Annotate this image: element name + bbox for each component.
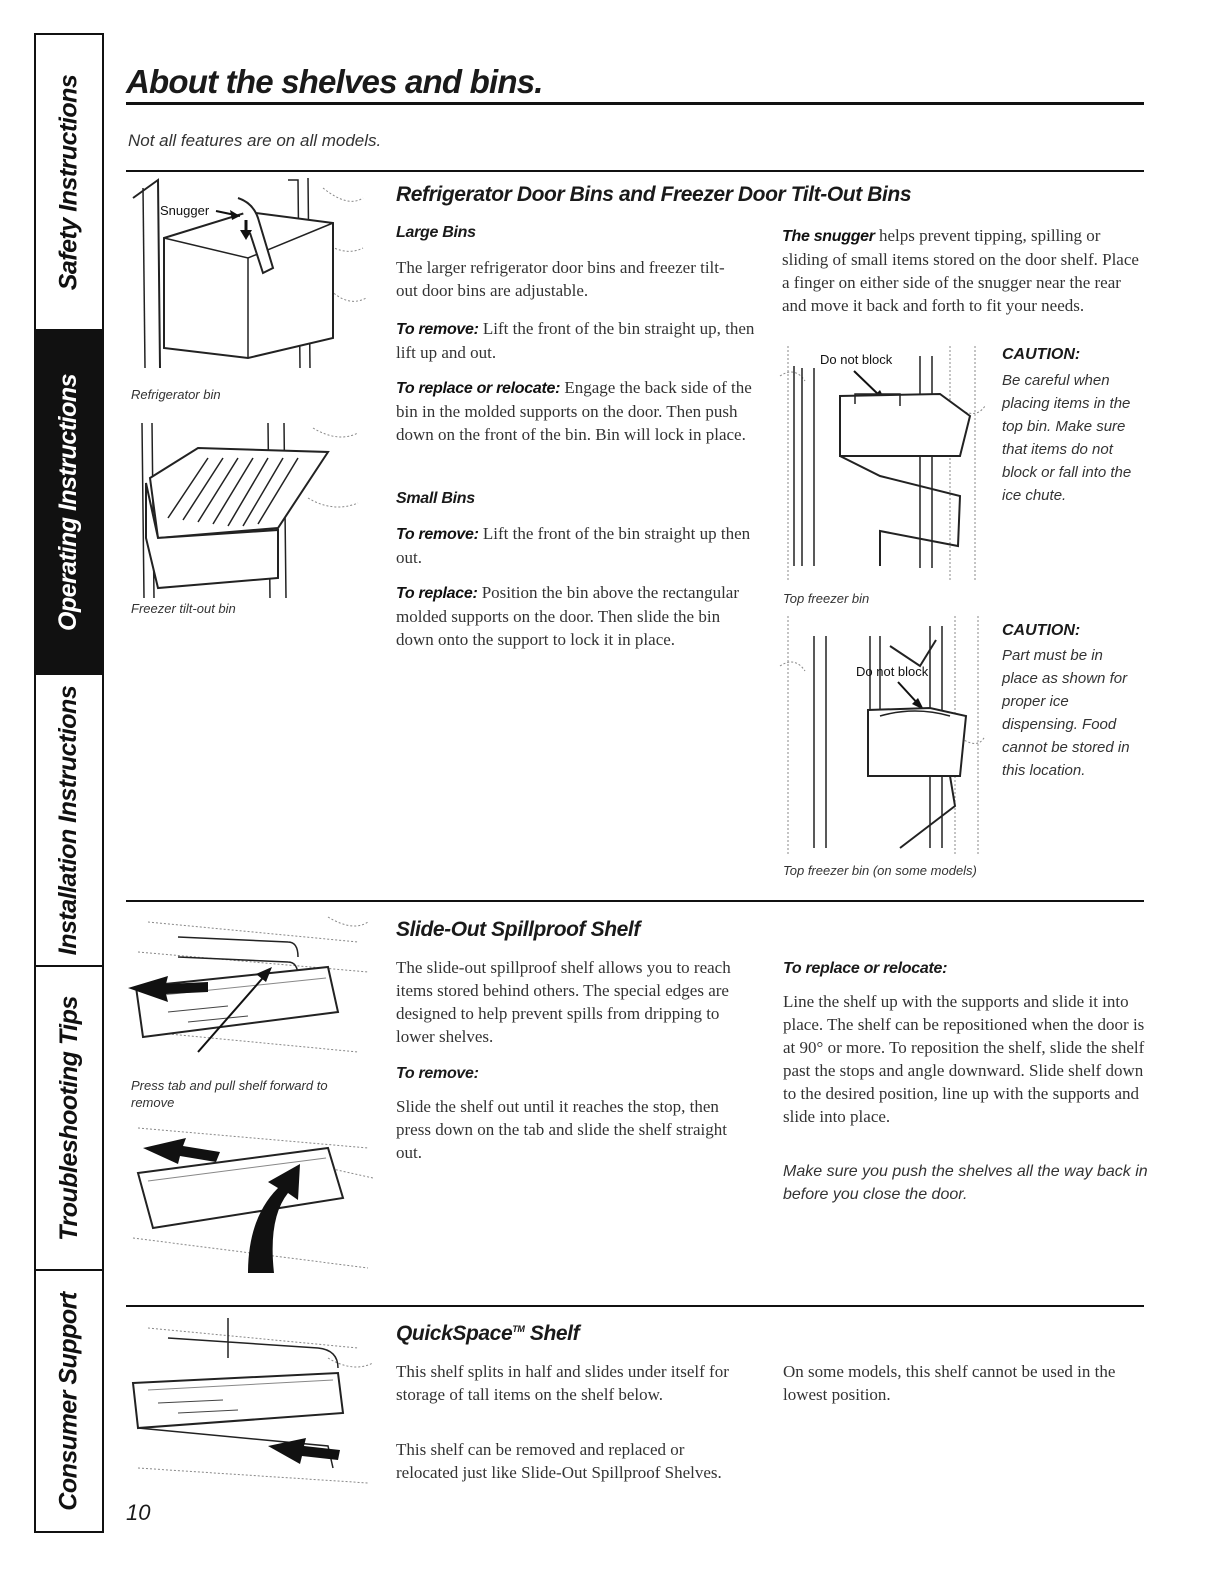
large-bins-text: The larger refrigerator door bins and freezer tilt-out door bins are adjustable.	[396, 258, 725, 300]
top-freezer-bin-alt-illustration	[780, 616, 985, 854]
large-replace-paragraph	[396, 376, 756, 446]
tab-installation-instructions[interactable]	[36, 675, 102, 967]
quickspace-text-2: This shelf can be removed and replaced or relocated just like Slide-Out Spillproof Shelves.	[396, 1440, 722, 1482]
snugger-label: Snugger	[160, 203, 210, 218]
caution-2-heading: CAUTION:	[1002, 622, 1081, 639]
snugger-lead: The snugger	[782, 228, 875, 245]
door-bins-heading: Refrigerator Door Bins and Freezer Door Tilt-Out Bins	[396, 183, 912, 206]
tab-troubleshooting-tips[interactable]	[36, 967, 102, 1271]
do-not-block-label-2: Do not block	[856, 664, 929, 679]
refrigerator-bin-caption: Refrigerator bin	[131, 387, 221, 402]
small-bins-heading: Small Bins	[396, 490, 475, 507]
quickspace-heading-name: QuickSpace	[396, 1322, 513, 1345]
refrigerator-bin-illustration	[128, 178, 368, 378]
freezer-bin-caption: Freezer tilt-out bin	[131, 601, 236, 616]
top-freezer-bin-alt-caption: Top freezer bin (on some models)	[783, 863, 977, 878]
spillproof-replace-heading: To replace or relocate:	[783, 960, 948, 977]
tab-label: Troubleshooting Tips	[54, 995, 83, 1241]
freezer-tilt-out-bin-illustration	[128, 418, 368, 598]
spillproof-note: Make sure you push the shelves all the way back in before you close the door.	[783, 1163, 1148, 1203]
remove-text: Lift the front of the bin straight up, then lift up and out.	[396, 319, 755, 362]
section-divider	[126, 170, 1144, 172]
spillproof-remove-heading: To remove:	[396, 1065, 479, 1082]
quickspace-text-1: This shelf splits in half and slides under itself for storage of tall items on the shelf below.	[396, 1362, 729, 1404]
spillproof-intro: The slide-out spillproof shelf allows you to reach items stored behind others. The special edges are designed to help prevent spills from dripping to lower shelves.	[396, 958, 731, 1046]
small-replace-text: Position the bin above the rectangular molded supports on the door. Then slide the bin down onto the support to lock it in place.	[396, 583, 740, 649]
small-remove-lead: To remove:	[396, 526, 479, 543]
page-title: About the shelves and bins.	[126, 63, 543, 100]
tab-consumer-support[interactable]	[36, 1271, 102, 1531]
do-not-block-label: Do not block	[820, 352, 893, 367]
section-tabs	[34, 33, 104, 1533]
title-rule	[126, 102, 1144, 105]
small-replace-paragraph	[396, 581, 756, 651]
caution-1-text: Be careful when placing items in the top bin. Make sure that items do not block or fall into the ice chute.	[1002, 372, 1132, 504]
quickspace-text-3: On some models, this shelf cannot be used in the lowest position.	[783, 1362, 1116, 1404]
spillproof-remove-text: Slide the shelf out until it reaches the stop, then press down on the tab and slide the shelf straight out.	[396, 1097, 727, 1162]
small-replace-lead: To replace:	[396, 585, 478, 602]
remove-lead: To remove:	[396, 321, 479, 338]
snugger-text: helps prevent tipping, spilling or sliding of small items stored on the door shelf. Place a finger on either side of the snugger near the rear and move it back and forth to fit your needs.	[782, 226, 1139, 315]
quickspace-heading	[396, 1322, 579, 1346]
quickspace-heading-rest: Shelf	[524, 1322, 580, 1345]
section-divider	[126, 1305, 1144, 1307]
replace-text: Engage the back side of the bin in the molded supports on the door. Then push down on the front of the bin. Bin will lock in place.	[396, 378, 752, 444]
caution-1-heading: CAUTION:	[1002, 346, 1081, 363]
caution-2-text: Part must be in place as shown for proper ice dispensing. Food cannot be stored in this location.	[1002, 647, 1130, 779]
top-freezer-bin-illustration	[780, 346, 985, 582]
tab-label: Consumer Support	[54, 1291, 83, 1511]
page-subtitle: Not all features are on all models.	[128, 131, 382, 150]
large-remove-paragraph	[396, 317, 756, 364]
spillproof-shelf-illustration	[128, 912, 373, 1072]
top-freezer-bin-caption: Top freezer bin	[783, 591, 870, 606]
snugger-paragraph	[782, 224, 1147, 317]
small-remove-paragraph	[396, 522, 756, 569]
large-bins-heading: Large Bins	[396, 224, 476, 241]
small-remove-text: Lift the front of the bin straight up then out.	[396, 524, 751, 567]
tab-operating-instructions[interactable]	[36, 331, 102, 675]
quickspace-shelf-illustration	[128, 1318, 373, 1483]
spillproof-heading: Slide-Out Spillproof Shelf	[396, 918, 640, 941]
page-number: 10	[126, 1500, 151, 1525]
tab-safety-instructions[interactable]	[36, 35, 102, 331]
replace-lead: To replace or relocate:	[396, 380, 561, 397]
tab-label: Installation Instructions	[54, 685, 83, 955]
spillproof-replace-text: Line the shelf up with the supports and slide it into place. The shelf can be repositioned when the door is at 90° or more. To reposition the shelf, slide the shelf past the stops and angle downward. Slide shelf down to the desired position, line up with the supports and slide into place.	[783, 992, 1145, 1126]
spillproof-figure-caption: Press tab and pull shelf forward to remove	[131, 1078, 328, 1110]
tab-label: Operating Instructions	[54, 373, 83, 631]
tab-label: Safety Instructions	[54, 74, 83, 290]
trademark-mark: TM	[512, 1324, 525, 1334]
section-divider	[126, 900, 1144, 902]
spillproof-shelf-tab-illustration	[128, 1118, 373, 1288]
